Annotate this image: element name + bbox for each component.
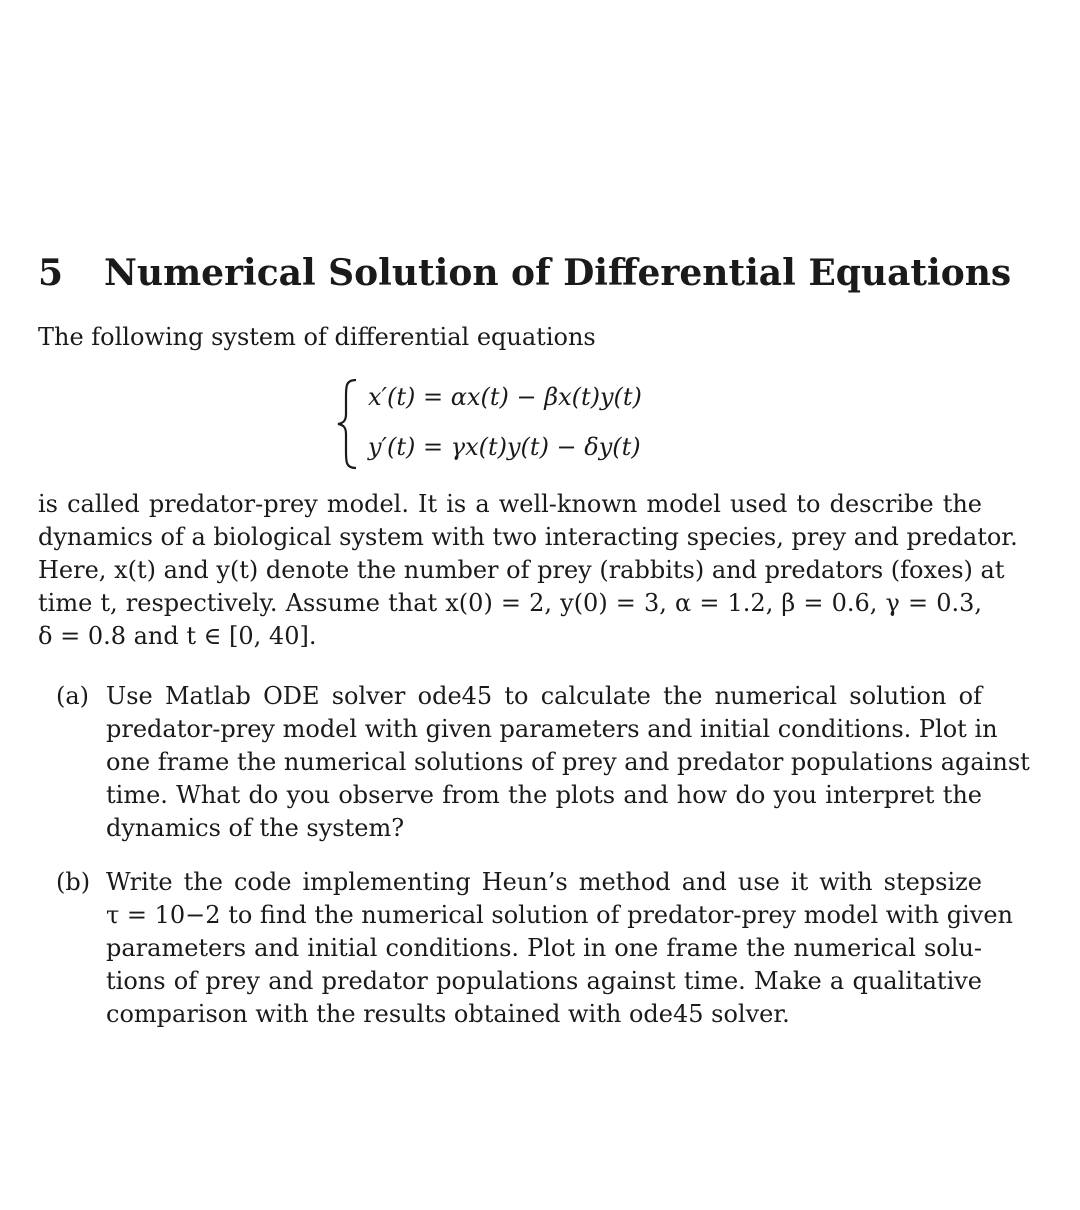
- paragraph-line: dynamics of a biological system with two interacting species, prey and predator.: [38, 523, 1018, 551]
- equation-prey: x′(t) = αx(t) − βx(t)y(t): [368, 383, 642, 411]
- part-line: predator-prey model with given parameters and initial conditions. Plot in: [106, 715, 998, 743]
- part-label: (b): [56, 868, 91, 896]
- paragraph-line: δ = 0.8 and t ∈ [0, 40].: [38, 622, 317, 650]
- part-line: time. What do you observe from the plots and how do you interpret the: [106, 781, 982, 809]
- model-description: [38, 488, 1018, 653]
- equation-system: [334, 376, 834, 472]
- section-heading: [38, 250, 1012, 296]
- part-body: [106, 680, 1030, 845]
- part-label: (a): [56, 682, 90, 710]
- part-line: Write the code implementing Heun’s method and use it with stepsize: [106, 868, 982, 896]
- section-number: 5: [38, 252, 64, 294]
- intro-text: The following system of differential equations: [38, 323, 596, 351]
- equation-predator: y′(t) = γx(t)y(t) − δy(t): [368, 433, 641, 461]
- paragraph-line: time t, respectively. Assume that x(0) = 2, y(0) = 3, α = 1.2, β = 0.6, γ = 0.3,: [38, 589, 982, 617]
- section-title: Numerical Solution of Differential Equations: [104, 252, 1012, 294]
- part-line: one frame the numerical solutions of prey and predator populations against: [106, 748, 1030, 776]
- left-brace-icon: [334, 376, 364, 472]
- part-line: tions of prey and predator populations against time. Make a qualitative: [106, 967, 982, 995]
- part-line: parameters and initial conditions. Plot in one frame the numerical solu-: [106, 934, 982, 962]
- part-line: dynamics of the system?: [106, 814, 405, 842]
- part-line: τ = 10−2 to find the numerical solution of predator-prey model with given: [106, 901, 1013, 929]
- paragraph-line: is called predator-prey model. It is a well-known model used to describe the: [38, 490, 982, 518]
- part-line: comparison with the results obtained with ode45 solver.: [106, 1000, 790, 1028]
- paragraph-line: Here, x(t) and y(t) denote the number of prey (rabbits) and predators (foxes) at: [38, 556, 1005, 584]
- part-body: [106, 866, 1013, 1031]
- part-line: Use Matlab ODE solver ode45 to calculate the numerical solution of: [106, 682, 982, 710]
